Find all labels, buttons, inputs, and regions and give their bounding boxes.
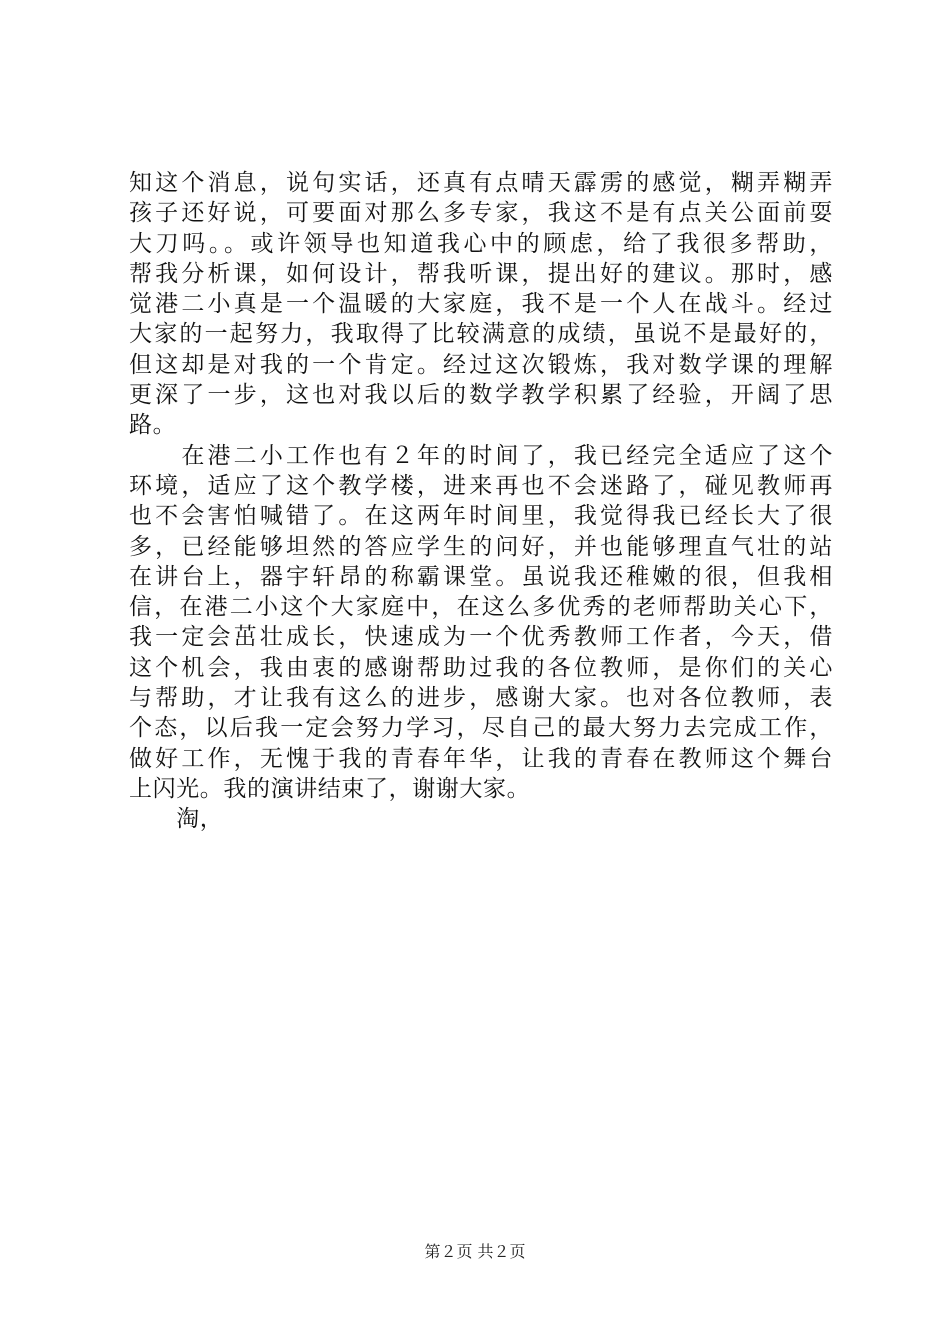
body-line: 孩子还好说，可要面对那么多专家，我这不是有点关公面前耍 (129, 200, 833, 227)
body-line: 更深了一步，这也对我以后的数学教学积累了经验，开阔了思 (129, 382, 833, 409)
body-line: 淘， (129, 806, 224, 833)
body-line: 个态，以后我一定会努力学习，尽自己的最大努力去完成工作， (129, 715, 833, 742)
body-line: 我一定会茁壮成长，快速成为一个优秀教师工作者，今天，借 (129, 624, 833, 651)
body-line: 大家的一起努力，我取得了比较满意的成绩，虽说不是最好的， (129, 321, 833, 348)
body-line: 知这个消息，说句实话，还真有点晴天霹雳的感觉，糊弄糊弄 (129, 170, 833, 196)
body-line: 与帮助，才让我有这么的进步，感谢大家。也对各位教师，表 (129, 685, 833, 712)
page-number-footer: 第２页 共２页 (424, 1242, 526, 1261)
body-line: 觉港二小真是一个温暖的大家庭，我不是一个人在战斗。经过 (129, 291, 833, 318)
body-line: 在讲台上，器宇轩昂的称霸课堂。虽说我还稚嫩的很，但我相 (129, 563, 833, 590)
body-line: 在港二小工作也有２年的时间了，我已经完全适应了这个 (129, 442, 833, 469)
body-line: 大刀吗。。或许领导也知道我心中的顾虑，给了我很多帮助， (129, 230, 833, 257)
body-line: 帮我分析课，如何设计，帮我听课，提出好的建议。那时，感 (129, 260, 833, 287)
body-line: 这个机会，我由衷的感谢帮助过我的各位教师，是你们的关心 (129, 654, 833, 681)
body-line: 多，已经能够坦然的答应学生的问好，并也能够理直气壮的站 (129, 533, 833, 560)
body-line: 做好工作，无愧于我的青春年华，让我的青春在教师这个舞台 (129, 745, 833, 772)
body-line: 路。 (129, 412, 177, 439)
body-line: 环境，适应了这个教学楼，进来再也不会迷路了，碰见教师再 (129, 472, 833, 499)
body-line: 上闪光。我的演讲结束了，谢谢大家。 (129, 775, 531, 802)
body-line: 也不会害怕喊错了。在这两年时间里，我觉得我已经长大了很 (129, 503, 833, 530)
body-line: 信，在港二小这个大家庭中，在这么多优秀的老师帮助关心下， (129, 594, 833, 621)
document-body (129, 168, 833, 835)
body-line: 但这却是对我的一个肯定。经过这次锻炼，我对数学课的理解 (129, 351, 833, 378)
